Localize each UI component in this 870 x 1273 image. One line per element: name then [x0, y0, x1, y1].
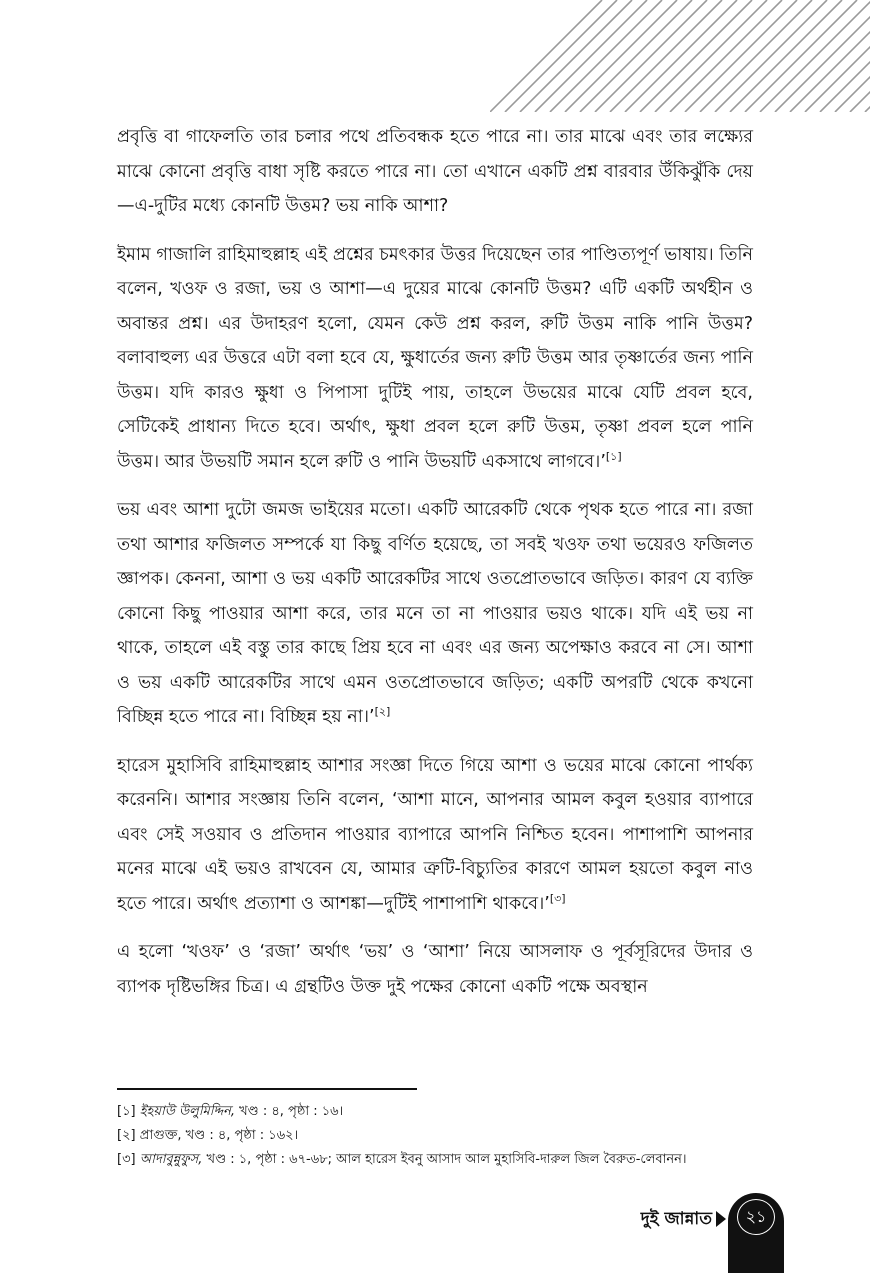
- paragraph-2: [117, 238, 753, 480]
- footnote-2: [117, 1124, 753, 1148]
- hatch-line: [655, 0, 767, 112]
- hatch-line: [505, 0, 617, 112]
- hatch-line: [595, 0, 707, 112]
- paragraph-3: [117, 493, 753, 735]
- hatch-line: [640, 0, 752, 112]
- footnote-marker: [৩]: [117, 1152, 136, 1167]
- footnote-divider: [117, 1088, 417, 1090]
- footnote-1: [117, 1100, 753, 1124]
- paragraph-5: [117, 935, 753, 1004]
- play-arrow-icon: [716, 1211, 726, 1227]
- paragraph-text: ইমাম গাজালি রাহিমাহুল্লাহ এই প্রশ্নের চমৎকার উত্তর দিয়েছেন তার পাণ্ডিত্যপূর্ণ ভাষায়। তিনি বলেন, খওফ ও রজা, ভয় ও আশা—এ দুয়ের মাঝে কোনটি উত্তম? এটি একটি অর্থহীন ও অবান্তর প্রশ্ন। এর উদাহরণ হলো, যেমন কেউ প্রশ্ন করল, রুটি উত্তম নাকি পানি উত্তম? বলাবাহুল্য এর উত্তরে এটা বলা হবে যে, ক্ষুধার্তের জন্য রুটি উত্তম আর তৃষ্ণার্তের জন্য পানি উত্তম। যদি কারও ক্ষুধা ও পিপাসা দুটিই পায়, তাহলে উভয়ের মাঝে যেটি প্রবল হবে, সেটিকেই প্রাধান্য দিতে হবে। অর্থাৎ, ক্ষুধা প্রবল হলে রুটি উত্তম, তৃষ্ণা প্রবল হলে পানি উত্তম। আর উভয়টি সমান হলে রুটি ও পানি উভয়টি একসাথে লাগবে।’: [117, 244, 753, 472]
- footnote-3: [117, 1148, 753, 1172]
- hatch-line: [745, 0, 857, 112]
- hatch-line: [730, 0, 842, 112]
- paragraph-text: হারেস মুহাসিবি রাহিমাহুল্লাহ আশার সংজ্ঞা দিতে গিয়ে আশা ও ভয়ের মাঝে কোনো পার্থক্য করেননি। আশার সংজ্ঞায় তিনি বলেন, ‘আশা মানে, আপনার আমল কবুল হওয়ার ব্যাপারে এবং সেই সওয়াব ও প্রতিদান পাওয়ার ব্যাপারে আপনি নিশ্চিত হবেন। পাশাপাশি আপনার মনের মাঝে এই ভয়ও রাখবেন যে, আমার ত্রুটি-বিচ্যুতির কারণে আমল হয়তো কবুল নাও হতে পারে। অর্থাৎ প্রত্যাশা ও আশঙ্কা—দুটিই পাশাপাশি থাকবে।’: [117, 755, 753, 914]
- hatch-line: [550, 0, 662, 112]
- footnote-source-title: আদাবুন্নুফুস,: [139, 1152, 203, 1167]
- footnote-detail: প্রাগুক্ত, খণ্ড : ৪, পৃষ্ঠা : ১৬২।: [139, 1128, 299, 1143]
- hatch-line: [685, 0, 797, 112]
- footnote-ref-2[interactable]: [২]: [374, 705, 391, 719]
- hatch-pattern-decoration: [0, 0, 870, 112]
- footnote-source-title: ইহয়াউ উলুমিদ্দিন,: [139, 1104, 235, 1119]
- footnote-ref-3[interactable]: [৩]: [549, 891, 566, 905]
- hatch-line: [700, 0, 812, 112]
- paragraph-4: [117, 749, 753, 922]
- footnote-detail: খণ্ড : ১, পৃষ্ঠা : ৬৭-৬৮; আল হারেস ইবনু আসাদ আল মুহাসিবি-দারুল জিল বৈরুত-লেবানন।: [202, 1152, 687, 1167]
- footnote-marker: [২]: [117, 1128, 136, 1143]
- hatch-line: [520, 0, 632, 112]
- footnote-detail: খণ্ড : ৪, পৃষ্ঠা : ১৬।: [235, 1104, 344, 1119]
- hatch-line: [625, 0, 737, 112]
- hatch-line: [670, 0, 782, 112]
- page-number-badge: [728, 1193, 784, 1273]
- paragraph-text: এ হলো ‘খওফ’ ও ‘রজা’ অর্থাৎ ‘ভয়’ ও ‘আশা’ নিয়ে আসলাফ ও পূর্বসূরিদের উদার ও ব্যাপক দৃষ্টিভঙ্গির চিত্র। এ গ্রন্থটিও উক্ত দুই পক্ষের কোনো একটি পক্ষে অবস্থান: [117, 942, 753, 997]
- main-text: [117, 120, 753, 1018]
- book-title: দুই জান্নাত: [640, 1209, 712, 1229]
- hatch-line: [580, 0, 692, 112]
- hatch-line: [760, 0, 870, 112]
- footnotes: [117, 1100, 753, 1172]
- paragraph-text: প্রবৃত্তি বা গাফেলতি তার চলার পথে প্রতিবন্ধক হতে পারে না। তার মাঝে এবং তার লক্ষ্যের মাঝে কোনো প্রবৃত্তি বাধা সৃষ্টি করতে পারে না। তো এখানে একটি প্রশ্ন বারবার উঁকিঝুঁকি দেয়—এ-দুটির মধ্যে কোনটি উত্তম? ভয় নাকি আশা?: [117, 127, 753, 216]
- hatch-line: [565, 0, 677, 112]
- paragraph-1: [117, 120, 753, 224]
- hatch-line: [535, 0, 647, 112]
- hatch-line: [715, 0, 827, 112]
- footnote-ref-1[interactable]: [১]: [605, 449, 622, 463]
- paragraph-text: ভয় এবং আশা দুটো জমজ ভাইয়ের মতো। একটি আরেকটি থেকে পৃথক হতে পারে না। রজা তথা আশার ফজিলত সম্পর্কে যা কিছু বর্ণিত হয়েছে, তা সবই খওফ তথা ভয়েরও ফজিলত জ্ঞাপক। কেননা, আশা ও ভয় একটি আরেকটির সাথে ওতপ্রোতভাবে জড়িত। কারণ যে ব্যক্তি কোনো কিছু পাওয়ার আশা করে, তার মনে তা না পাওয়ার ভয়ও থাকে। যদি এই ভয় না থাকে, তাহলে এই বস্তু তার কাছে প্রিয় হবে না এবং এর জন্য অপেক্ষাও করবে না সে। আশা ও ভয় একটি আরেকটির সাথে এমন ওতপ্রোতভাবে জড়িত; একটি অপরটি থেকে কখনো বিচ্ছিন্ন হতে পারে না। বিচ্ছিন্ন হয় না।’: [117, 500, 753, 727]
- page-number: ২১: [745, 1207, 767, 1226]
- footnote-marker: [১]: [117, 1104, 136, 1119]
- hatch-line: [490, 0, 602, 112]
- hatch-line: [610, 0, 722, 112]
